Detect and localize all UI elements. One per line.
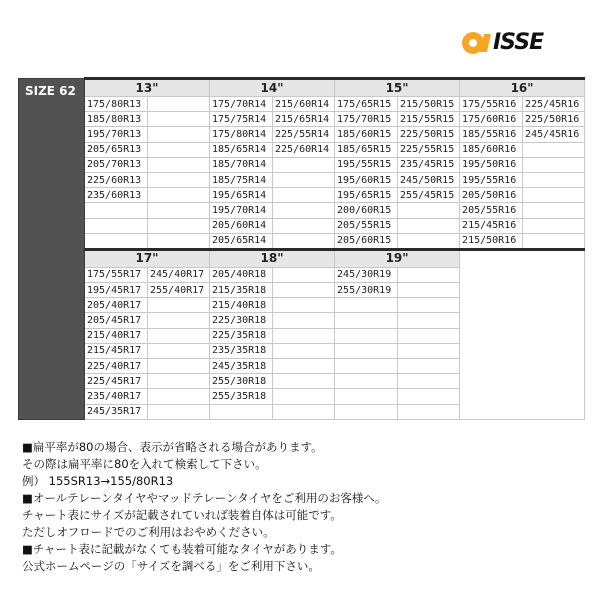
size-cell: 215/50R16 bbox=[460, 233, 523, 249]
size-cell bbox=[523, 188, 585, 203]
size-cell bbox=[398, 359, 460, 374]
size-cell: 195/70R13 bbox=[85, 127, 148, 142]
size-cell bbox=[148, 112, 210, 127]
size-cell: 205/40R18 bbox=[210, 267, 273, 282]
size-cell bbox=[85, 203, 148, 218]
rim-header: 18" bbox=[210, 249, 335, 267]
size-cell bbox=[273, 218, 335, 233]
rim-header: 17" bbox=[85, 249, 210, 267]
size-cell: 205/55R15 bbox=[335, 218, 398, 233]
size-cell: 195/60R15 bbox=[335, 172, 398, 187]
tire-logo-icon bbox=[460, 30, 492, 56]
size-cell: 205/55R16 bbox=[460, 203, 523, 218]
size-cell bbox=[398, 267, 460, 282]
size-row bbox=[19, 112, 585, 127]
size-cell bbox=[148, 404, 210, 419]
size-cell bbox=[398, 374, 460, 389]
size-cell: 245/50R15 bbox=[398, 172, 460, 187]
size-cell bbox=[148, 343, 210, 358]
size-cell: 185/55R16 bbox=[460, 127, 523, 142]
size-cell bbox=[148, 218, 210, 233]
size-row bbox=[19, 142, 585, 157]
size-cell bbox=[85, 218, 148, 233]
size-cell: 175/75R14 bbox=[210, 112, 273, 127]
note-line: ■チャート表に記載がなくても装着可能なタイヤがあります。 bbox=[22, 542, 342, 556]
size-cell: 195/55R16 bbox=[460, 172, 523, 187]
size-cell: 215/65R14 bbox=[273, 112, 335, 127]
size-cell: 245/35R17 bbox=[85, 404, 148, 419]
size-cell: 200/60R15 bbox=[335, 203, 398, 218]
size-cell bbox=[523, 157, 585, 172]
empty-area bbox=[460, 249, 585, 419]
size-cell: 185/65R14 bbox=[210, 142, 273, 157]
size-chart-table bbox=[18, 77, 585, 420]
size-cell bbox=[398, 313, 460, 328]
size-cell bbox=[523, 203, 585, 218]
size-cell bbox=[148, 298, 210, 313]
size-cell bbox=[273, 267, 335, 282]
size-cell: 205/45R17 bbox=[85, 313, 148, 328]
size-cell: 215/35R18 bbox=[210, 283, 273, 298]
size-cell bbox=[148, 203, 210, 218]
size-cell: 215/55R15 bbox=[398, 112, 460, 127]
size-cell: 225/30R18 bbox=[210, 313, 273, 328]
size-row bbox=[19, 127, 585, 142]
size-cell: 185/65R15 bbox=[335, 142, 398, 157]
size-cell: 195/65R15 bbox=[335, 188, 398, 203]
size-cell: 225/35R18 bbox=[210, 328, 273, 343]
size-cell: 175/70R15 bbox=[335, 112, 398, 127]
size-cell: 215/40R18 bbox=[210, 298, 273, 313]
size-cell bbox=[273, 389, 335, 404]
size-cell: 255/30R18 bbox=[210, 374, 273, 389]
size-cell bbox=[148, 328, 210, 343]
size-cell: 205/70R13 bbox=[85, 157, 148, 172]
size-cell: 205/65R13 bbox=[85, 142, 148, 157]
size-cell bbox=[273, 404, 335, 419]
size-cell: 225/50R15 bbox=[398, 127, 460, 142]
size-cell bbox=[273, 374, 335, 389]
size-cell: 175/60R16 bbox=[460, 112, 523, 127]
size-cell bbox=[523, 172, 585, 187]
size-cell: 225/60R14 bbox=[273, 142, 335, 157]
notes bbox=[22, 439, 582, 575]
size-cell: 255/45R15 bbox=[398, 188, 460, 203]
size-cell: 245/45R16 bbox=[523, 127, 585, 142]
size-cell bbox=[398, 233, 460, 249]
size-row bbox=[19, 218, 585, 233]
size-cell bbox=[273, 172, 335, 187]
size-cell: 195/70R14 bbox=[210, 203, 273, 218]
size-cell: 225/55R15 bbox=[398, 142, 460, 157]
size-cell bbox=[273, 157, 335, 172]
size-cell bbox=[148, 188, 210, 203]
size-cell: 185/60R15 bbox=[335, 127, 398, 142]
note-line: その際は扁平率に80を入れて検索して下さい。 bbox=[22, 457, 267, 471]
size-cell bbox=[335, 328, 398, 343]
size-cell bbox=[148, 127, 210, 142]
size-cell bbox=[210, 404, 273, 419]
size-cell bbox=[273, 298, 335, 313]
size-cell bbox=[148, 157, 210, 172]
size-cell bbox=[273, 283, 335, 298]
header-row bbox=[19, 249, 585, 267]
size-cell bbox=[335, 374, 398, 389]
size-cell bbox=[335, 359, 398, 374]
size-cell: 175/70R14 bbox=[210, 97, 273, 112]
size-row bbox=[19, 188, 585, 203]
size-cell bbox=[398, 389, 460, 404]
size-cell bbox=[273, 188, 335, 203]
size-cell: 255/40R17 bbox=[148, 283, 210, 298]
size-cell: 215/60R14 bbox=[273, 97, 335, 112]
note-line: チャート表にサイズが記載されていれば装着自体は可能です。 bbox=[22, 508, 342, 522]
size-cell: 245/30R19 bbox=[335, 267, 398, 282]
size-cell bbox=[335, 389, 398, 404]
size-cell: 195/50R16 bbox=[460, 157, 523, 172]
rim-header: 13" bbox=[85, 79, 210, 97]
note-line: ただしオフロードでのご利用はおやめください。 bbox=[22, 525, 275, 539]
size-cell bbox=[85, 233, 148, 249]
size-cell bbox=[148, 142, 210, 157]
size-cell: 245/35R18 bbox=[210, 359, 273, 374]
size-cell bbox=[148, 233, 210, 249]
size-cell bbox=[335, 313, 398, 328]
size-cell bbox=[273, 343, 335, 358]
size-cell: 205/40R17 bbox=[85, 298, 148, 313]
rim-header: 14" bbox=[210, 79, 335, 97]
size-cell: 225/55R14 bbox=[273, 127, 335, 142]
isse-logo bbox=[460, 30, 570, 56]
size-cell: 195/65R14 bbox=[210, 188, 273, 203]
size-label: SIZE 62 bbox=[19, 79, 85, 420]
size-cell: 255/30R19 bbox=[335, 283, 398, 298]
size-cell: 235/60R13 bbox=[85, 188, 148, 203]
size-cell: 205/50R16 bbox=[460, 188, 523, 203]
size-cell: 245/40R17 bbox=[148, 267, 210, 282]
size-row bbox=[19, 172, 585, 187]
size-cell: 185/75R14 bbox=[210, 172, 273, 187]
size-cell: 185/70R14 bbox=[210, 157, 273, 172]
size-cell: 185/60R16 bbox=[460, 142, 523, 157]
note-line: ■扁平率が80の場合、表示が省略される場合があります。 bbox=[22, 440, 323, 454]
size-row bbox=[19, 97, 585, 112]
size-cell bbox=[148, 359, 210, 374]
rim-header: 16" bbox=[460, 79, 585, 97]
note-line: 公式ホームページの「サイズを調べる」をご利用下さい。 bbox=[22, 559, 320, 573]
size-cell bbox=[523, 142, 585, 157]
size-cell: 205/60R14 bbox=[210, 218, 273, 233]
size-cell bbox=[398, 218, 460, 233]
size-cell: 215/50R15 bbox=[398, 97, 460, 112]
size-cell: 175/55R17 bbox=[85, 267, 148, 282]
size-cell: 215/40R17 bbox=[85, 328, 148, 343]
size-cell: 175/55R16 bbox=[460, 97, 523, 112]
size-cell bbox=[335, 404, 398, 419]
size-cell: 195/55R15 bbox=[335, 157, 398, 172]
size-cell bbox=[398, 298, 460, 313]
size-cell bbox=[273, 203, 335, 218]
size-cell bbox=[398, 404, 460, 419]
size-cell bbox=[148, 97, 210, 112]
header-row bbox=[19, 79, 585, 97]
brand-name: ISSE bbox=[493, 30, 544, 55]
size-cell: 175/80R13 bbox=[85, 97, 148, 112]
size-cell: 255/35R18 bbox=[210, 389, 273, 404]
size-cell bbox=[398, 343, 460, 358]
size-row bbox=[19, 233, 585, 249]
note-line: ■オールテレーンタイヤやマッドテレーンタイヤをご利用のお客様へ。 bbox=[22, 491, 387, 505]
size-cell bbox=[148, 313, 210, 328]
size-cell bbox=[335, 298, 398, 313]
size-row bbox=[19, 157, 585, 172]
size-cell: 225/45R17 bbox=[85, 374, 148, 389]
size-cell: 235/35R18 bbox=[210, 343, 273, 358]
rim-header: 15" bbox=[335, 79, 460, 97]
size-cell: 225/60R13 bbox=[85, 172, 148, 187]
size-cell bbox=[398, 283, 460, 298]
size-cell: 175/65R15 bbox=[335, 97, 398, 112]
size-cell bbox=[398, 328, 460, 343]
size-cell: 225/40R17 bbox=[85, 359, 148, 374]
size-cell bbox=[335, 343, 398, 358]
size-cell bbox=[273, 313, 335, 328]
size-cell: 215/45R16 bbox=[460, 218, 523, 233]
size-cell: 205/60R15 bbox=[335, 233, 398, 249]
size-cell bbox=[273, 359, 335, 374]
size-cell: 175/80R14 bbox=[210, 127, 273, 142]
size-cell: 225/50R16 bbox=[523, 112, 585, 127]
size-cell: 235/45R15 bbox=[398, 157, 460, 172]
rim-header: 19" bbox=[335, 249, 460, 267]
size-cell: 195/45R17 bbox=[85, 283, 148, 298]
size-cell bbox=[523, 233, 585, 249]
size-cell bbox=[273, 233, 335, 249]
size-cell: 215/45R17 bbox=[85, 343, 148, 358]
size-cell bbox=[523, 218, 585, 233]
size-cell bbox=[148, 389, 210, 404]
size-cell: 205/65R14 bbox=[210, 233, 273, 249]
size-cell bbox=[148, 374, 210, 389]
size-cell bbox=[398, 203, 460, 218]
size-cell: 185/80R13 bbox=[85, 112, 148, 127]
size-row bbox=[19, 203, 585, 218]
size-cell bbox=[148, 172, 210, 187]
note-line: 例） 155SR13→155/80R13 bbox=[22, 474, 174, 488]
size-cell: 235/40R17 bbox=[85, 389, 148, 404]
size-cell bbox=[273, 328, 335, 343]
size-cell: 225/45R16 bbox=[523, 97, 585, 112]
